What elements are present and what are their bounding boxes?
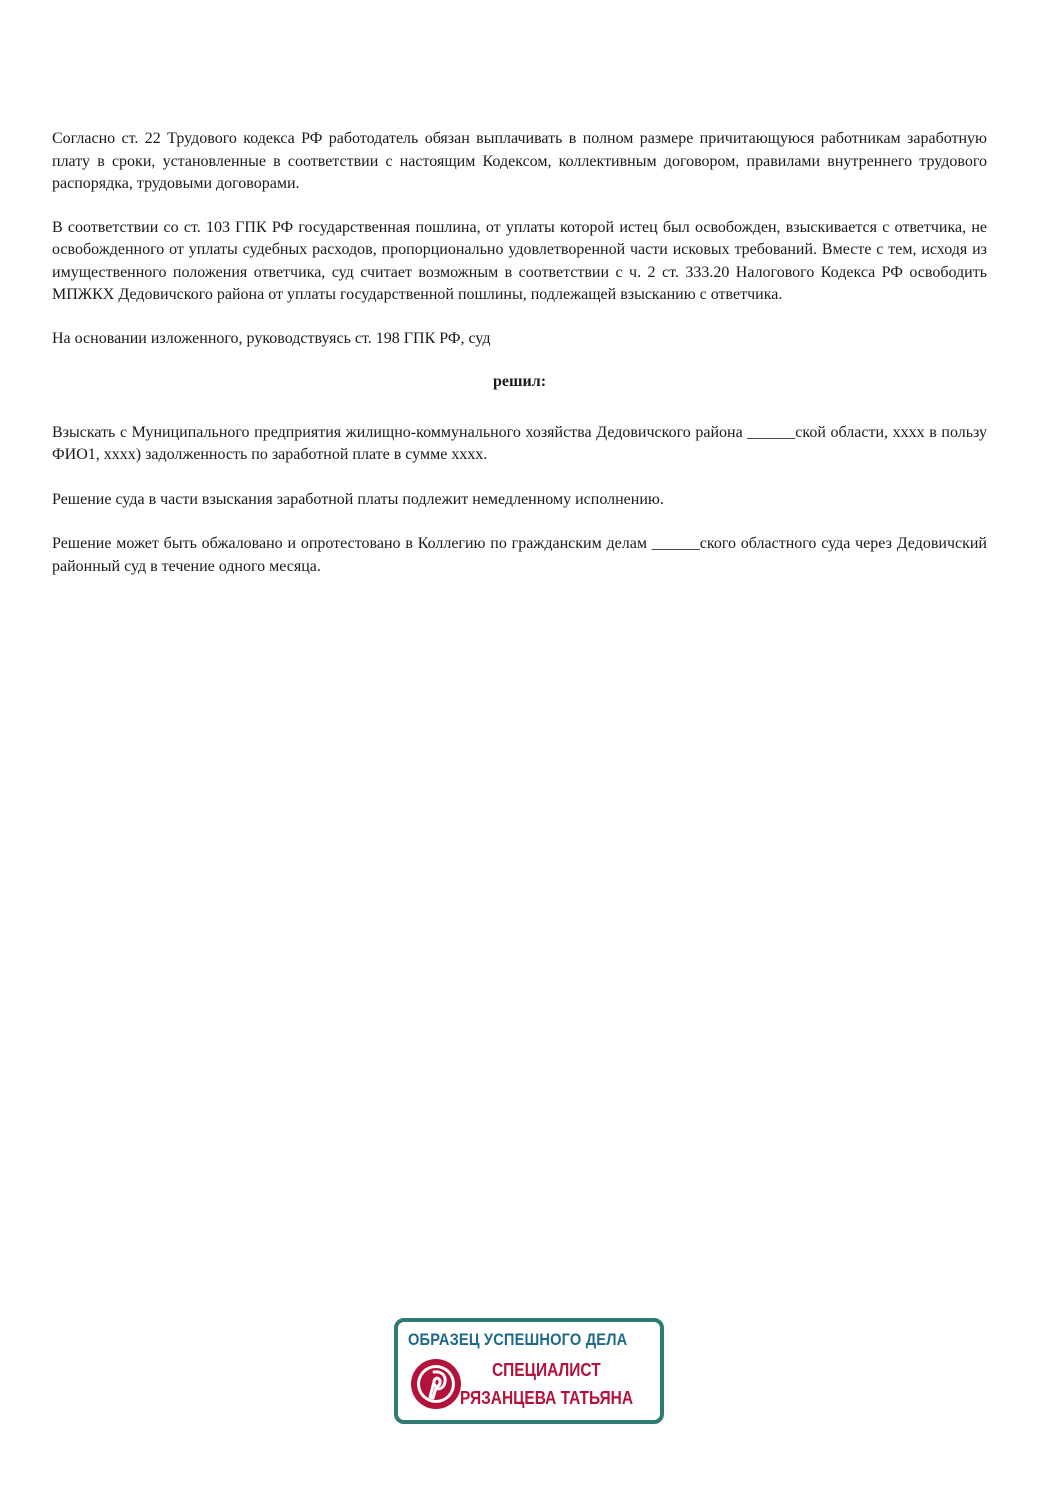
decision-heading: решил: [492, 373, 547, 390]
badge-name: РЯЗАНЦЕВА ТАТЬЯНА [460, 1388, 634, 1408]
pinterest-icon [410, 1358, 462, 1410]
paragraph-immediate-execution: Решение суда в части взыскания заработной платы подлежит немедленному исполнению. [52, 490, 664, 508]
paragraph-basis: На основании изложенного, руководствуясь ст. 198 ГПК РФ, суд [52, 329, 491, 347]
badge-specialist: СПЕЦИАЛИСТ [492, 1360, 601, 1380]
paragraph-appeal: Решение может быть обжаловано и опротестовано в Коллегию по гражданским делам ______ского областного суда через Дедовичский районный суд в течение одного месяца. [52, 535, 987, 575]
document-body [52, 128, 987, 600]
watermark-badge [394, 1318, 664, 1424]
paragraph-labor-code: Согласно ст. 22 Трудового кодекса РФ работодатель обязан выплачивать в полном размере причитающуюся работникам заработную плату в сроки, установленные в соответствии с настоящим Кодексом, коллективным договором, правилами внутреннего трудового распорядка, трудовыми договорами. [52, 130, 987, 192]
paragraph-state-fee: В соответствии со ст. 103 ГПК РФ государственная пошлина, от уплаты которой истец был освобожден, взыскивается с ответчика, не освобожденного от уплаты судебных расходов, пропорционально удовлетворенной части исковых требований. Вместе с тем, исходя из имущественного положения ответчика, суд считает возможным в соответствии с ч. 2 ст. 333.20 Налогового Кодекса РФ освободить МПЖКХ Дедовичского района от уплаты государственной пошлины, подлежащей взысканию с ответчика. [52, 218, 987, 303]
badge-title: ОБРАЗЕЦ УСПЕШНОГО ДЕЛА [408, 1330, 628, 1349]
paragraph-recover-debt: Взыскать с Муниципального предприятия жилищно-коммунального хозяйства Дедовичского района ______ской области, хххх в пользу ФИО1, хххх) задолженность по заработной плате в сумме хххх. [52, 423, 987, 463]
